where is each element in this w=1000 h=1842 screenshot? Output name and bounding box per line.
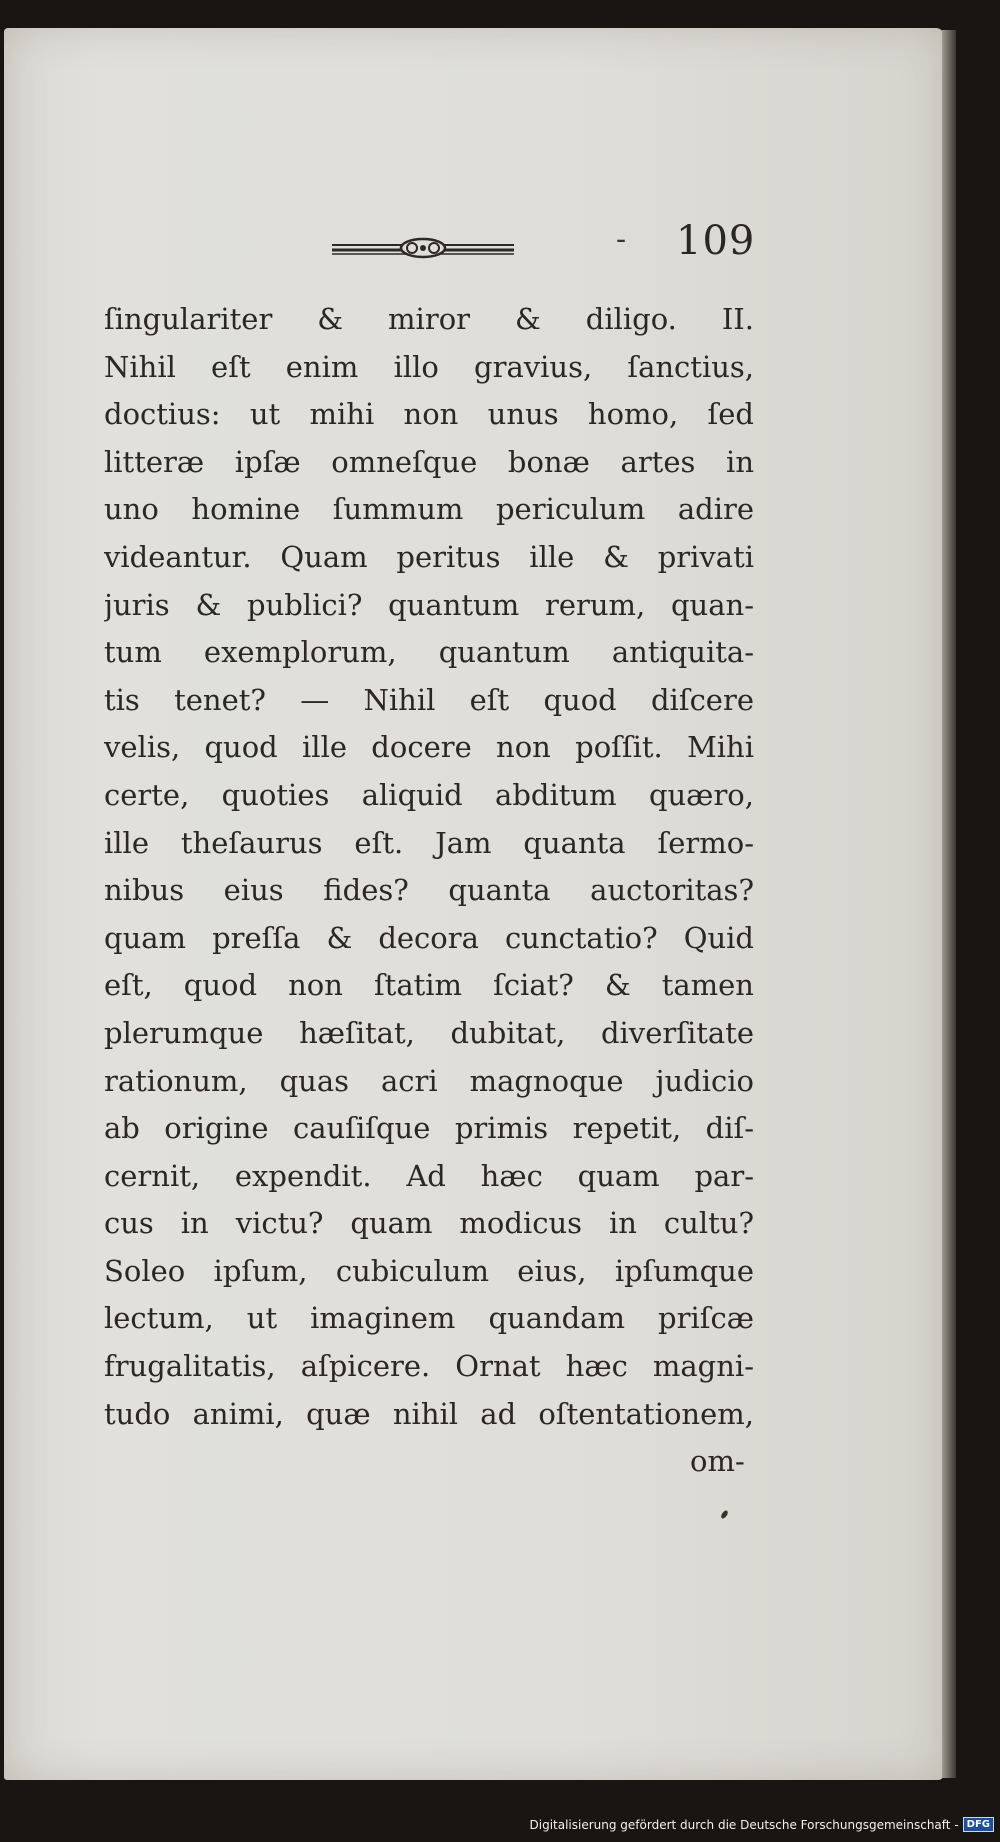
page-number: 109: [676, 218, 756, 264]
header-mark: -: [616, 222, 627, 257]
text-line: cus in victu? quam modicus in cultu?: [104, 1206, 754, 1241]
text-line: tudo animi, quæ nihil ad oſtentationem,: [104, 1396, 754, 1431]
text-line: velis, quod ille docere non poſſit. Mihi: [104, 730, 754, 765]
body-text: [104, 296, 754, 1438]
ornament-icon: [332, 236, 514, 260]
catchword: om-: [690, 1444, 745, 1478]
text-line: lectum, ut imaginem quandam priſcæ: [104, 1301, 754, 1336]
text-line: ab origine cauſiſque primis repetit, diſ-: [104, 1111, 754, 1146]
text-line: eſt, quod non ſtatim ſciat? & tamen: [104, 968, 754, 1003]
text-line: uno homine ſummum periculum adire: [104, 492, 754, 527]
text-line: tum exemplorum, quantum antiquita-: [104, 635, 754, 670]
text-line: frugalitatis, aſpicere. Ornat hæc magni-: [104, 1349, 754, 1384]
credit-text: Digitalisierung gefördert durch die Deutsche Forschungsgemeinschaft -: [529, 1817, 959, 1832]
text-line: doctius: ut mihi non unus homo, ſed: [104, 397, 754, 432]
text-line: Soleo ipſum, cubiculum eius, ipſumque: [104, 1253, 754, 1288]
text-line: ille theſaurus eſt. Jam quanta ſermo-: [104, 825, 754, 860]
text-line: certe, quoties aliquid abditum quæro,: [104, 777, 754, 812]
dfg-logo-icon: DFG: [963, 1817, 994, 1832]
text-line: juris & publici? quantum rerum, quan-: [104, 587, 754, 622]
text-line: tis tenet? — Nihil eſt quod diſcere: [104, 682, 754, 717]
text-line: litteræ ipſæ omneſque bonæ artes in: [104, 444, 754, 479]
text-line: ſingulariter & miror & diligo. II.: [104, 302, 754, 336]
text-line: videantur. Quam peritus ille & privati: [104, 539, 754, 574]
text-line: rationum, quas acri magnoque judicio: [104, 1063, 754, 1098]
text-line: cernit, expendit. Ad hæc quam par-: [104, 1158, 754, 1193]
text-line: quam preſſa & decora cunctatio? Quid: [104, 920, 754, 955]
text-line: plerumque hæſitat, dubitat, diverſitate: [104, 1015, 754, 1050]
page-edge: [942, 30, 956, 1778]
footer-credit: [530, 1817, 995, 1832]
text-line: Nihil eſt enim illo gravius, ſanctius,: [104, 349, 754, 384]
text-line: nibus eius fides? quanta auctoritas?: [104, 873, 754, 908]
